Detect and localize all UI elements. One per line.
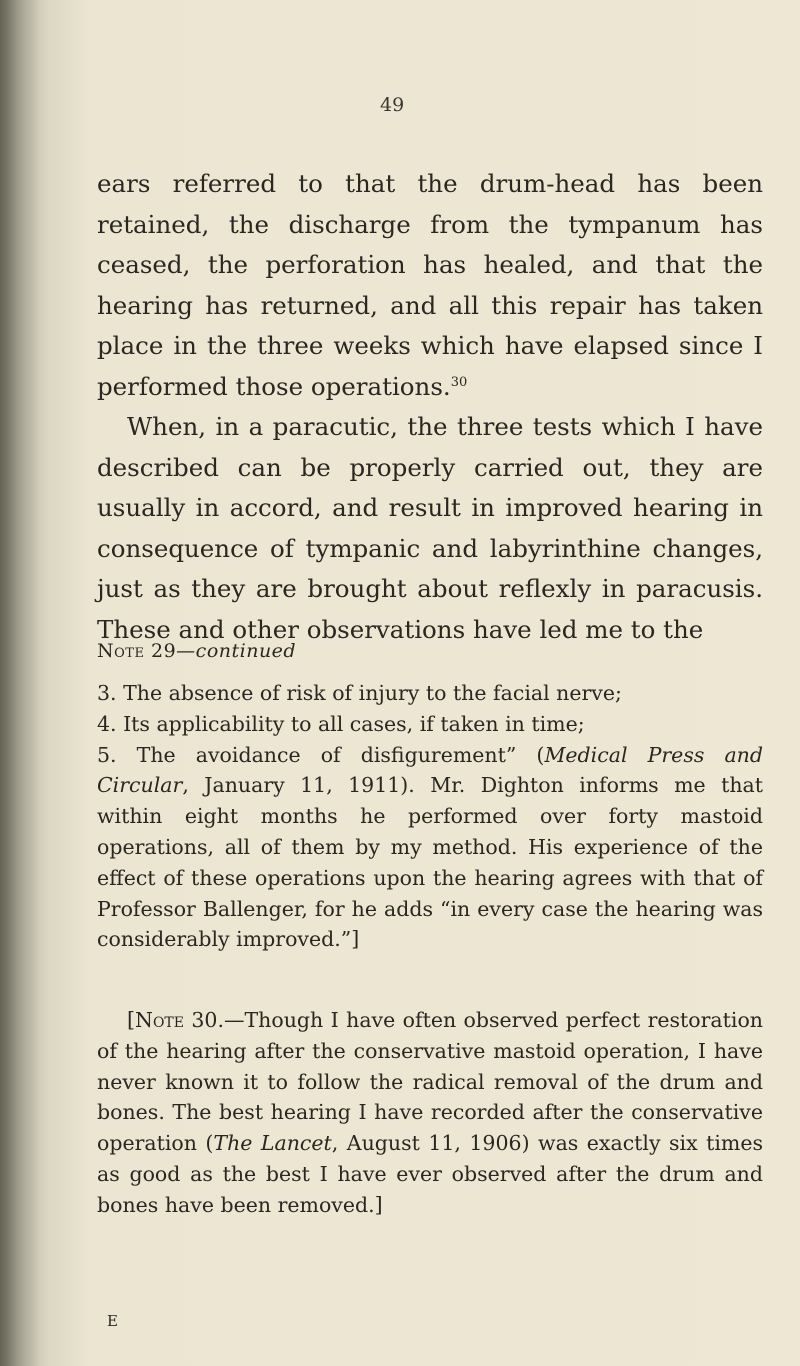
note-29-item-3: 3. The absence of risk of injury to the facial nerve; [97,681,622,705]
citation-lancet: The Lancet [213,1131,332,1156]
note-29-item-5-start: 5. The avoidance of disfigurement” ( [97,742,545,767]
note-30-open-bracket: [ [127,1008,135,1032]
note-30-text-start: .—Though I have often observed perfect restoration of the hearing after the conservative mastoid operation, I have never known it to follow the radical removal of the drum and bones. The best hearing I have recorded after the conservative operation ( [97,1008,763,1156]
note-heading [97,640,296,662]
note-30-text [97,1005,763,1221]
main-body-text [97,164,763,650]
page-number: 49 [380,94,405,116]
paragraph-1 [97,164,763,407]
note-29-item-4: 4. Its applicability to all cases, if taken in time; [97,711,585,736]
note-29-text [97,678,763,955]
paragraph-2: When, in a paracutic, the three tests which I have described can be properly carried out, they are usually in accord, and result in improved hearing in consequence of tympanic and labyrinthine changes, just as they are brought about reflexly in paracusis. These and other observations have led me to the [97,412,763,644]
note-29-item-5 [97,740,763,956]
citation-medical-press: Medical Press and Circular [97,742,763,798]
note-30-text-end: , August 11, 1906) was exactly six times as good as the best I have ever observed after the drum and bones have been removed.] [97,1131,763,1217]
note-heading-suffix: —continued [176,640,297,662]
binding-shadow [0,0,40,1366]
note-29-item-5-rest: , January 11, 1911). Mr. Dighton informs me that within eight months he performed over forty mastoid operations, all of them by my method. His experience of the effect of these operations upon the hearing agrees with that of Professor Ballenger, for he adds “in every case the hearing was considerably improved.”] [97,773,763,952]
note-30-label: Note 30 [135,1008,218,1032]
note-30-paragraph [97,1005,763,1221]
footnote-reference: 30 [450,374,468,390]
paragraph-1-text: ears referred to that the drum-head has been retained, the discharge from the tympanum has ceased, the perforation has healed, and that the hearing has returned, and all this repair has taken place in the three weeks which have elapsed since I performed those operations. [97,169,763,401]
note-heading-label: Note 29 [97,640,177,662]
signature-mark: E [107,1312,118,1330]
